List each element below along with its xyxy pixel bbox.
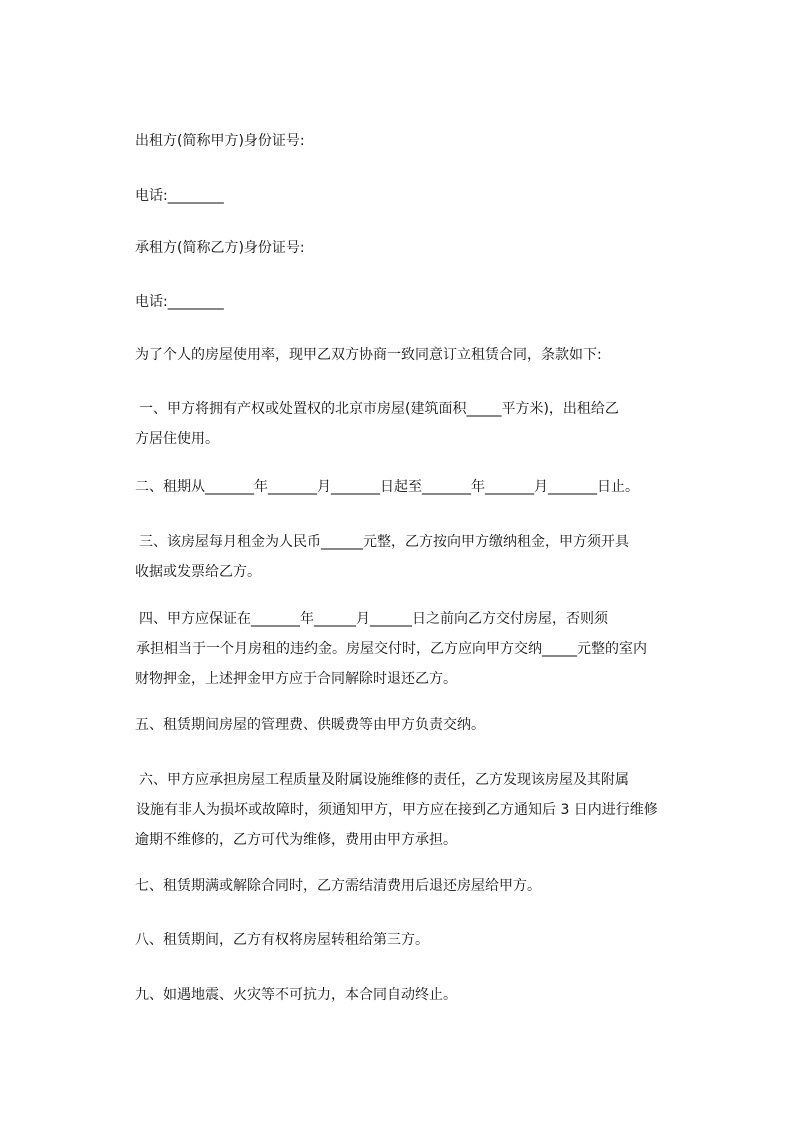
clause-7-text: 七、租赁期满或解除合同时，乙方需结清费用后退还房屋给甲方。 bbox=[135, 878, 541, 894]
lessee-id-text: 承租方(简称乙方)身份证号: bbox=[135, 240, 305, 256]
lessee-phone-text: 电话:________ bbox=[135, 294, 224, 310]
lessor-phone-line bbox=[135, 181, 710, 211]
clause-1-line-2: 方居住使用。 bbox=[135, 431, 219, 447]
lessor-phone-text: 电话:________ bbox=[135, 188, 224, 204]
clause-7 bbox=[135, 871, 710, 901]
clause-3-line-2: 收据或发票给乙方。 bbox=[135, 564, 261, 580]
lessee-phone-line bbox=[135, 287, 710, 317]
clause-5-text: 五、租赁期间房屋的管理费、供暖费等由甲方负责交纳。 bbox=[135, 717, 485, 733]
clause-3-line-1: 三、该房屋每月租金为人民币______元整，乙方按向甲方缴纳租金，甲方须开具 bbox=[139, 534, 629, 550]
lessor-id-line bbox=[135, 126, 710, 156]
lessor-id-text: 出租方(简称甲方)身份证号: bbox=[135, 133, 305, 149]
clause-4-line-3: 财物押金，上述押金甲方应于合同解除时退还乙方。 bbox=[135, 671, 457, 687]
clause-6 bbox=[135, 765, 709, 855]
clause-2-text: 二、租期从_______年_______月_______日起至_______年_______月_______日止。 bbox=[135, 479, 639, 495]
clause-1-line-1: 一、甲方将拥有产权或处置权的北京市房屋(建筑面积_____平方米)，出租给乙 bbox=[139, 401, 619, 417]
lessee-id-line bbox=[135, 233, 710, 263]
clause-1 bbox=[135, 394, 709, 454]
intro-paragraph bbox=[135, 340, 710, 370]
clause-8 bbox=[135, 925, 710, 955]
intro-text: 为了个人的房屋使用率，现甲乙双方协商一致同意订立租赁合同，条款如下: bbox=[135, 347, 602, 363]
clause-9-text: 九、如遇地震、火灾等不可抗力，本合同自动终止。 bbox=[135, 987, 457, 1003]
clause-6-line-3: 逾期不维修的，乙方可代为维修，费用由甲方承担。 bbox=[135, 832, 457, 848]
clause-6-line-2: 设施有非人为损坏或故障时，须通知甲方，甲方应在接到乙方通知后 3 日内进行维修 bbox=[136, 802, 658, 818]
clause-9 bbox=[135, 980, 710, 1010]
clause-2 bbox=[135, 472, 710, 502]
clause-3 bbox=[135, 527, 709, 587]
clause-4-line-2: 承担相当于一个月房租的违约金。房屋交付时，乙方应向甲方交纳_____元整的室内 bbox=[136, 641, 647, 657]
clause-6-line-1: 六、甲方应承担房屋工程质量及附属设施维修的责任，乙方发现该房屋及其附属 bbox=[139, 772, 629, 788]
clause-8-text: 八、租赁期间，乙方有权将房屋转租给第三方。 bbox=[135, 932, 429, 948]
clause-4-line-1: 四、甲方应保证在_______年______月______日之前向乙方交付房屋，否则须 bbox=[139, 611, 608, 627]
clause-4 bbox=[135, 604, 709, 694]
clause-5 bbox=[135, 710, 710, 740]
